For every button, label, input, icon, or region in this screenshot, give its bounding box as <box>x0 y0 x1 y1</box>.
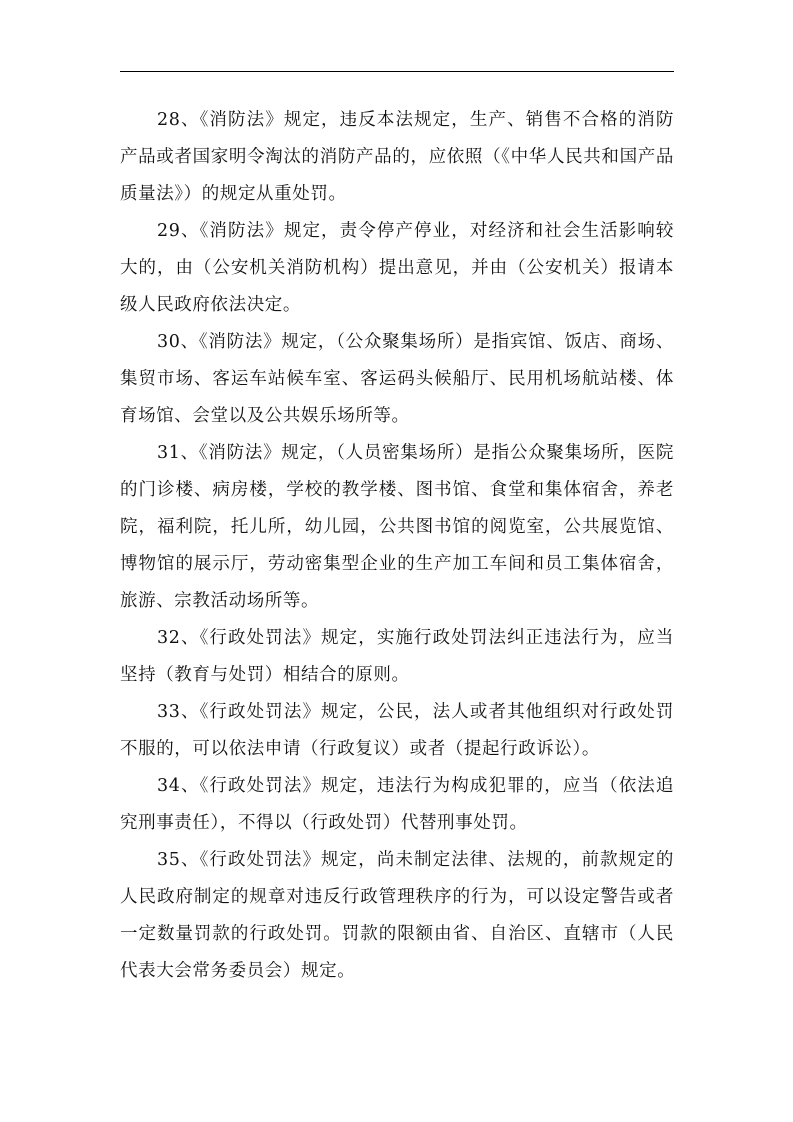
paragraph-33: 33、《行政处罚法》规定，公民，法人或者其他组织对行政处罚不服的，可以依法申请（行政复议）或者（提起行政诉讼）。 <box>120 702 674 759</box>
paragraph-32: 32、《行政处罚法》规定，实施行政处罚法纠正违法行为，应当坚持（教育与处罚）相结合的原则。 <box>120 628 674 685</box>
paragraph-35: 35、《行政处罚法》规定，尚未制定法律、法规的，前款规定的人民政府制定的规章对违反行政管理秩序的行为，可以设定警告或者一定数量罚款的行政处罚。罚款的限额由省、自治区、直辖市（人民代表大会常务委员会）规定。 <box>120 850 674 981</box>
paragraph-30: 30、《消防法》规定，（公众聚集场所）是指宾馆、饭店、商场、集贸市场、客运车站候车室、客运码头候船厅、民用机场航站楼、体育场馆、会堂以及公共娱乐场所等。 <box>120 332 674 426</box>
document-body <box>120 102 674 990</box>
paragraph-34: 34、《行政处罚法》规定，违法行为构成犯罪的，应当（依法追究刑事责任），不得以（行政处罚）代替刑事处罚。 <box>120 776 674 833</box>
header-rule <box>120 71 674 72</box>
paragraph-28: 28、《消防法》规定，违反本法规定，生产、销售不合格的消防产品或者国家明令淘汰的消防产品的，应依照（《中华人民共和国产品质量法》）的规定从重处罚。 <box>120 110 674 204</box>
paragraph-29: 29、《消防法》规定，责令停产停业，对经济和社会生活影响较大的，由（公安机关消防机构）提出意见，并由（公安机关）报请本级人民政府依法决定。 <box>120 221 674 315</box>
paragraph-31: 31、《消防法》规定，（人员密集场所）是指公众聚集场所，医院的门诊楼、病房楼，学校的教学楼、图书馆、食堂和集体宿舍，养老院，福利院，托儿所，幼儿园，公共图书馆的阅览室，公共展览馆、博物馆的展示厅，劳动密集型企业的生产加工车间和员工集体宿舍，旅游、宗教活动场所等。 <box>120 443 674 611</box>
